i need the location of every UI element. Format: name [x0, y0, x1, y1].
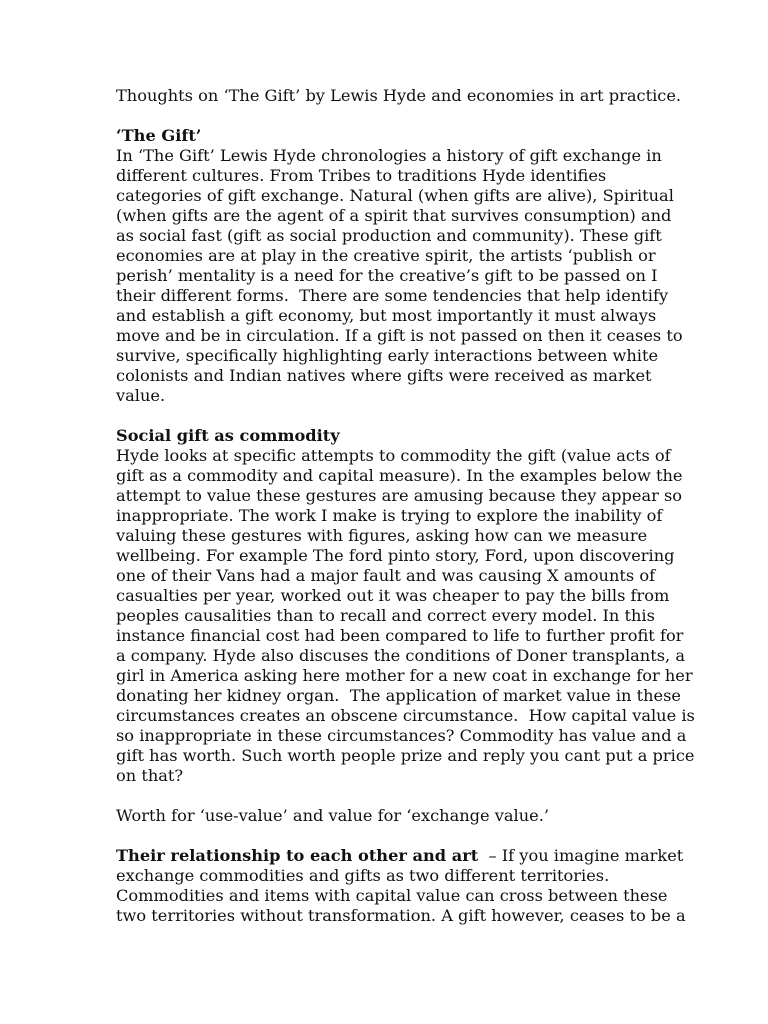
body-line: value.	[116, 386, 166, 405]
relationship-heading: Their relationship to each other and art	[116, 846, 479, 865]
body-line: donating her kidney organ. The application of market value in these	[116, 686, 682, 705]
body-line: and establish a gift economy, but most importantly it must always	[116, 306, 657, 325]
document-page	[116, 86, 695, 926]
body-line: girl in America asking here mother for a new coat in exchange for her	[116, 666, 693, 685]
body-line: casualties per year, worked out it was cheaper to pay the bills from	[116, 586, 670, 605]
paragraph-gap	[116, 406, 664, 426]
body-line: peoples causalities than to recall and correct every model. In this	[116, 606, 655, 625]
body-line: survive, specifically highlighting early interactions between white	[116, 346, 659, 365]
paragraph-gap	[116, 826, 664, 846]
body-line: different cultures. From Tribes to traditions Hyde identifies	[116, 166, 607, 185]
worth-line: Worth for ‘use-value’ and value for ‘exchange value.’	[116, 806, 550, 825]
body-line: attempt to value these gestures are amusing because they appear so	[116, 486, 683, 505]
body-line: Hyde looks at specific attempts to commodity the gift (value acts of	[116, 446, 671, 465]
paragraph-gap	[116, 786, 664, 806]
body-line: move and be in circulation. If a gift is not passed on then it ceases to	[116, 326, 683, 345]
intro-line: Thoughts on ‘The Gift’ by Lewis Hyde and economies in art practice.	[116, 86, 682, 105]
body-line: inappropriate. The work I make is trying to explore the inability of	[116, 506, 663, 525]
body-line: one of their Vans had a major fault and was causing X amounts of	[116, 566, 656, 585]
relationship-body	[116, 866, 686, 926]
body-line: so inappropriate in these circumstances? Commodity has value and a	[116, 726, 687, 745]
relationship-first-line-rest: – If you imagine market	[478, 846, 684, 865]
body-line: In ‘The Gift’ Lewis Hyde chronologies a history of gift exchange in	[116, 146, 662, 165]
body-line: circumstances creates an obscene circumstance. How capital value is	[116, 706, 695, 725]
section-body-the-gift	[116, 146, 683, 406]
body-line: a company. Hyde also discuses the conditions of Doner transplants, a	[116, 646, 685, 665]
body-line: as social fast (gift as social production and community). These gift	[116, 226, 662, 245]
body-line: Commodities and items with capital value can cross between these	[116, 886, 668, 905]
body-line: gift has worth. Such worth people prize and reply you cant put a price	[116, 746, 695, 765]
body-line: colonists and Indian natives where gifts were received as market	[116, 366, 652, 385]
relationship-first-line	[116, 846, 684, 866]
body-line: two territories without transformation. A gift however, ceases to be a	[116, 906, 686, 925]
body-line: perish’ mentality is a need for the creative’s gift to be passed on I	[116, 266, 658, 285]
body-line: valuing these gestures with figures, asking how can we measure	[116, 526, 648, 545]
body-line: wellbeing. For example The ford pinto story, Ford, upon discovering	[116, 546, 675, 565]
body-line: gift as a commodity and capital measure). In the examples below the	[116, 466, 683, 485]
section-heading-social-gift: Social gift as commodity	[116, 426, 340, 445]
body-line: on that?	[116, 766, 184, 785]
body-line: instance financial cost had been compared to life to further profit for	[116, 626, 684, 645]
body-line: (when gifts are the agent of a spirit that survives consumption) and	[116, 206, 672, 225]
body-line: economies are at play in the creative spirit, the artists ‘publish or	[116, 246, 656, 265]
paragraph-gap	[116, 106, 664, 126]
section-heading-the-gift: ‘The Gift’	[116, 126, 202, 145]
section-body-social-gift	[116, 446, 695, 786]
body-line: exchange commodities and gifts as two different territories.	[116, 866, 610, 885]
body-line: their different forms. There are some tendencies that help identify	[116, 286, 669, 305]
body-line: categories of gift exchange. Natural (when gifts are alive), Spiritual	[116, 186, 674, 205]
